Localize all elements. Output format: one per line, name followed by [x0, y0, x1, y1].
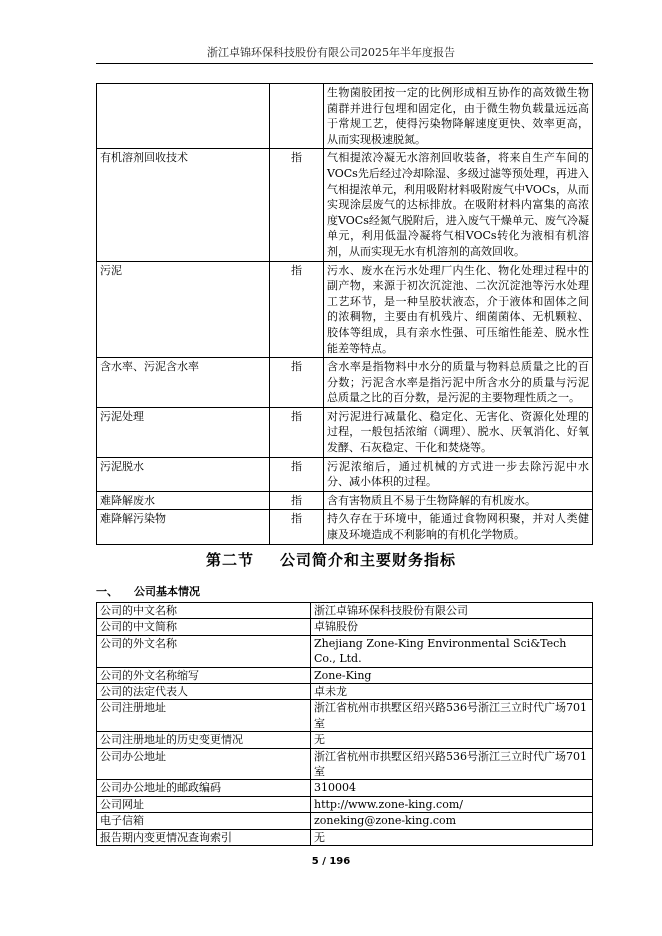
info-value: 卓锦股份: [311, 619, 593, 635]
glossary-definition: 污泥浓缩后，通过机械的方式进一步去除污泥中水分、减小体积的过程。: [324, 457, 593, 491]
info-value: 浙江卓锦环保科技股份有限公司: [311, 603, 593, 619]
info-label: 公司的外文名称缩写: [97, 667, 311, 683]
section-heading: [0, 549, 662, 570]
info-row: [97, 667, 593, 683]
info-label: 电子信箱: [97, 813, 311, 829]
glossary-row: [97, 407, 593, 457]
glossary-definition: 含水率是指物料中水分的质量与物料总质量之比的百分数；污泥含水率是指污泥中所含水分的质量与污泥总质量之比的百分数，是污泥的主要物理性质之一。: [324, 358, 593, 408]
info-value: http://www.zone-king.com/: [311, 796, 593, 812]
glossary-definition: 生物菌胶团按一定的比例形成相互协作的高效微生物菌群并进行包埋和固定化，由于微生物负载量远远高于常规工艺，使得污染物降解速度更快、效率更高，从而实现极速脱氮。: [324, 84, 593, 149]
report-header: 浙江卓锦环保科技股份有限公司2025年半年度报告: [207, 46, 455, 59]
info-row: [97, 796, 593, 812]
glossary-definition: 持久存在于环境中，能通过食物网积聚，并对人类健康及环境造成不利影响的有机化学物质。: [324, 510, 593, 544]
glossary-definition: 污水、废水在污水处理厂内生化、物化处理过程中的副产物，来源于初次沉淀池、二次沉淀池等污水处理工艺环节，是一种呈胶状液态，介于液体和固体之间的浓稠物，主要由有机残片、细菌菌体、无机颗粒、胶体等组成，具有亲水性强、可压缩性能差、脱水性能差等特点。: [324, 261, 593, 358]
info-label: 公司办公地址的邮政编码: [97, 780, 311, 796]
glossary-definition: 含有害物质且不易于生物降解的有机废水。: [324, 491, 593, 510]
glossary-term: 含水率、污泥含水率: [97, 358, 270, 408]
info-label: 公司的中文名称: [97, 603, 311, 619]
info-value: Zone-King: [311, 667, 593, 683]
glossary-row: [97, 491, 593, 510]
company-info-table: [96, 602, 593, 846]
info-label: 公司的外文名称: [97, 635, 311, 667]
glossary-row: [97, 84, 593, 149]
info-label: 公司的中文简称: [97, 619, 311, 635]
info-row: [97, 635, 593, 667]
glossary-term: 污泥处理: [97, 407, 270, 457]
section-number: 第二节: [205, 551, 254, 569]
glossary-row: [97, 261, 593, 358]
glossary-relation: 指: [270, 149, 324, 261]
glossary-row: [97, 457, 593, 491]
info-row: [97, 619, 593, 635]
info-label: 公司注册地址: [97, 700, 311, 732]
info-row: [97, 829, 593, 845]
info-value: 无: [311, 732, 593, 748]
info-label: 报告期内变更情况查询索引: [97, 829, 311, 845]
glossary-relation: 指: [270, 491, 324, 510]
glossary-relation: 指: [270, 407, 324, 457]
info-row: [97, 780, 593, 796]
info-label: 公司的法定代表人: [97, 684, 311, 700]
info-label: 公司网址: [97, 796, 311, 812]
info-value: zoneking@zone-king.com: [311, 813, 593, 829]
glossary-relation: 指: [270, 510, 324, 544]
info-row: [97, 684, 593, 700]
header-divider: [96, 63, 593, 64]
glossary-row: [97, 149, 593, 261]
page-number: 5 / 196: [311, 856, 351, 867]
info-value: 无: [311, 829, 593, 845]
glossary-term: 污泥脱水: [97, 457, 270, 491]
glossary-relation: 指: [270, 261, 324, 358]
glossary-term: 难降解污染物: [97, 510, 270, 544]
info-row: [97, 748, 593, 780]
subsection-title: 公司基本情况: [134, 585, 200, 598]
section-title: 公司简介和主要财务指标: [280, 551, 457, 569]
glossary-relation: 指: [270, 358, 324, 408]
glossary-relation: [270, 84, 324, 149]
info-label: 公司办公地址: [97, 748, 311, 780]
glossary-definition: 气相提浓冷凝无水溶剂回收装备，将来自生产车间的VOCs先后经过冷却除湿、多级过滤等预处理，再进入气相提浓单元，利用吸附材料吸附废气中VOCs，从而实现涂层废气的达标排放。在吸附材料内富集的高浓度VOCs经氮气脱附后，进入废气干燥单元、废气冷凝单元，利用低温冷凝将气相VOCs转化为液相有机溶剂，从而实现无水有机溶剂的高效回收。: [324, 149, 593, 261]
glossary-relation: 指: [270, 457, 324, 491]
info-value: 310004: [311, 780, 593, 796]
glossary-definition: 对污泥进行减量化、稳定化、无害化、资源化处理的过程，一般包括浓缩（调理）、脱水、厌氧消化、好氧发酵、石灰稳定、干化和焚烧等。: [324, 407, 593, 457]
glossary-term: 有机溶剂回收技术: [97, 149, 270, 261]
glossary-table: [96, 83, 593, 545]
info-label: 公司注册地址的历史变更情况: [97, 732, 311, 748]
glossary-term: 难降解废水: [97, 491, 270, 510]
glossary-row: [97, 510, 593, 544]
info-row: [97, 813, 593, 829]
info-value: 浙江省杭州市拱墅区绍兴路536号浙江三立时代广场701室: [311, 700, 593, 732]
glossary-row: [97, 358, 593, 408]
info-row: [97, 700, 593, 732]
info-row: [97, 732, 593, 748]
info-value: Zhejiang Zone-King Environmental Sci&Tech Co., Ltd.: [311, 635, 593, 667]
subsection-number: 一、: [96, 585, 118, 598]
info-value: 卓未龙: [311, 684, 593, 700]
glossary-term: [97, 84, 270, 149]
glossary-term: 污泥: [97, 261, 270, 358]
info-value: 浙江省杭州市拱墅区绍兴路536号浙江三立时代广场701室: [311, 748, 593, 780]
info-row: [97, 603, 593, 619]
subsection-heading: [96, 583, 200, 599]
